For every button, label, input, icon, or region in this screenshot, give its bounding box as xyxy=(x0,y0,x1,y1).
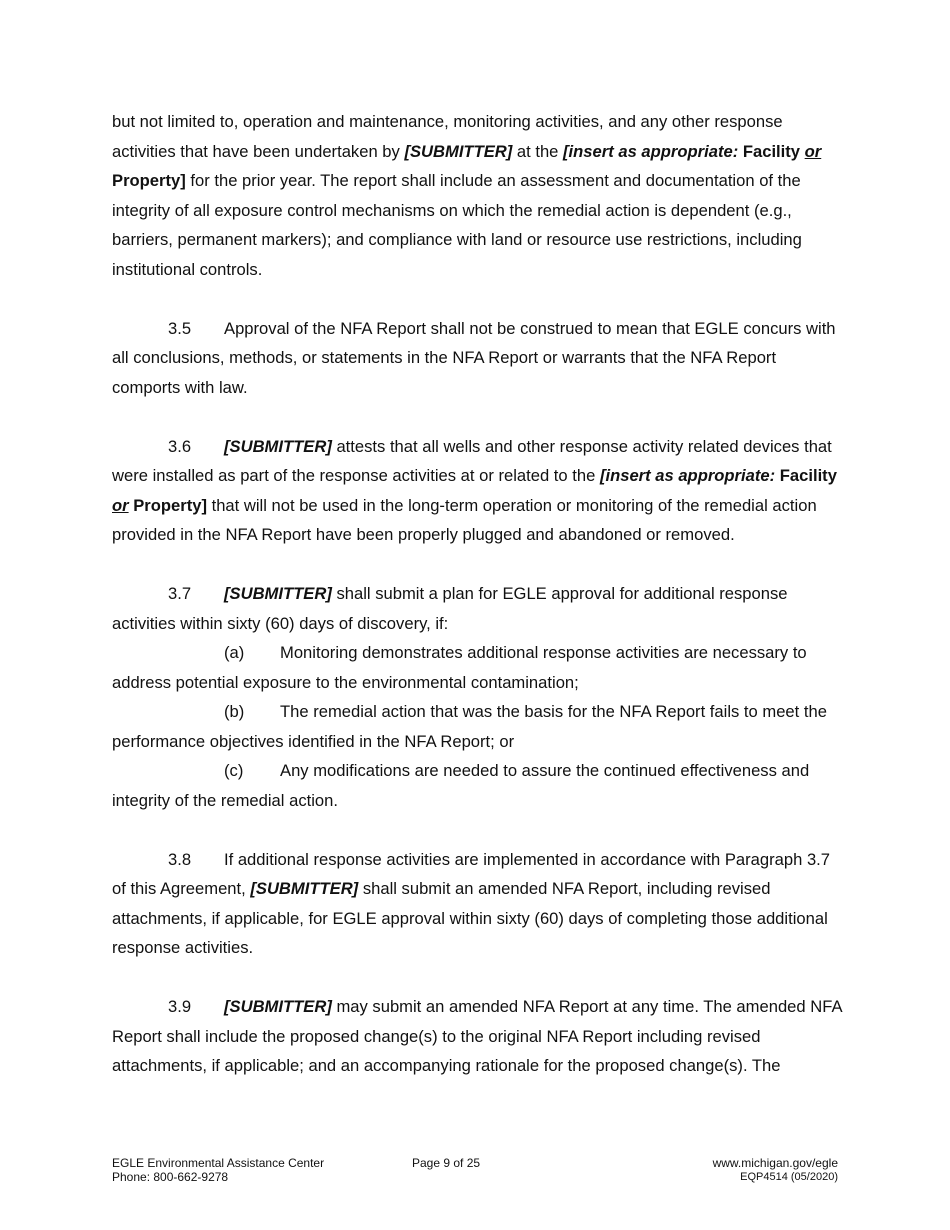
paragraph-3-5 xyxy=(112,314,842,403)
footer-org-block xyxy=(112,1156,324,1184)
footer-org: EGLE Environmental Assistance Center xyxy=(112,1156,325,1170)
footer-page-number xyxy=(412,1156,480,1170)
paragraph-number: 3.6 xyxy=(168,436,192,456)
text-run: Any modifications are needed to assure the continued effectiveness and integrity of the remedial action. xyxy=(112,761,810,810)
text-run: shall submit an amended NFA Report, including revised attachments, if applicable, for EGLE approval within sixty (60) days of completing those additional response activities. xyxy=(112,879,828,957)
text-run: The remedial action that was the basis for the NFA Report fails to meet the performance objectives identified in the NFA Report; or xyxy=(112,702,827,751)
placeholder-property: Property] xyxy=(112,171,186,190)
list-letter: (b) xyxy=(224,702,245,721)
placeholder-facility: Facility xyxy=(775,466,837,485)
placeholder-property: Property] xyxy=(128,495,207,515)
paragraph-3-8 xyxy=(112,845,842,963)
paragraph-3-6 xyxy=(112,432,842,550)
text-run: attests that all wells and other response activity related devices that were installed as part of the response activities at or related to the xyxy=(112,436,832,485)
text-run: for the prior year. The report shall include an assessment and documentation of the integrity of all exposure control mechanisms on which the remedial action is dependent (e.g., barriers, permanent markers); and compliance with land or resource use restrictions, including institutional controls. xyxy=(112,171,802,279)
placeholder-insert-label: [insert as appropriate: xyxy=(563,141,739,161)
list-letter: (c) xyxy=(224,761,244,780)
placeholder-or: or xyxy=(804,141,822,161)
text-run: that will not be used in the long-term operation or monitoring of the remedial action provided in the NFA Report have been properly plugged and abandoned or removed. xyxy=(112,495,817,544)
paragraph-number: 3.7 xyxy=(168,584,192,603)
footer-phone: Phone: 800-662-9278 xyxy=(112,1170,229,1184)
footer-right-block xyxy=(600,1156,838,1184)
placeholder-or: or xyxy=(112,495,129,515)
text-run: Approval of the NFA Report shall not be construed to mean that EGLE concurs with all conclusions, methods, or statements in the NFA Report or warrants that the NFA Report comports with law. xyxy=(112,318,836,397)
text-run: at the xyxy=(512,141,564,161)
paragraph-number: 3.5 xyxy=(168,318,192,338)
text-run: may submit an amended NFA Report at any time. The amended NFA Report shall include the proposed change(s) to the original NFA Report including revised attachments, if applicable; and an accompanying rationale for the proposed change(s). The xyxy=(112,997,842,1075)
placeholder-submitter: [SUBMITTER] xyxy=(224,436,332,456)
placeholder-submitter: [SUBMITTER] xyxy=(224,997,332,1016)
footer-form-id: EQP4514 (05/2020) xyxy=(740,1171,838,1183)
paragraph-number: 3.8 xyxy=(168,849,192,869)
list-item-a xyxy=(112,638,842,697)
paragraph-carryover xyxy=(112,107,842,284)
text-run: shall submit a plan for EGLE approval for additional response activities within sixty (60) days of discovery, if: xyxy=(112,584,788,633)
paragraph-number: 3.9 xyxy=(168,997,192,1016)
paragraph-3-9 xyxy=(112,992,842,1081)
text-run: Monitoring demonstrates additional response activities are necessary to address potential exposure to the environmental contamination; xyxy=(112,643,807,692)
placeholder-submitter: [SUBMITTER] xyxy=(404,141,513,161)
list-letter: (a) xyxy=(224,643,245,662)
page-number: Page 9 of 25 xyxy=(412,1156,481,1170)
footer-website: www.michigan.gov/egle xyxy=(712,1156,838,1170)
list-item-b xyxy=(112,697,842,756)
document-body xyxy=(112,107,842,1081)
text-run: If additional response activities are implemented in accordance with Paragraph 3.7 of this Agreement, xyxy=(112,849,831,898)
placeholder-submitter: [SUBMITTER] xyxy=(250,879,359,898)
placeholder-submitter: [SUBMITTER] xyxy=(224,584,332,603)
list-item-c xyxy=(112,756,842,815)
placeholder-insert-label: [insert as appropriate: xyxy=(599,466,776,485)
text-run: but not limited to, operation and maintenance, monitoring activities, and any other response activities that have been undertaken by xyxy=(112,112,783,161)
paragraph-3-7 xyxy=(112,579,842,638)
placeholder-facility: Facility xyxy=(738,141,805,161)
